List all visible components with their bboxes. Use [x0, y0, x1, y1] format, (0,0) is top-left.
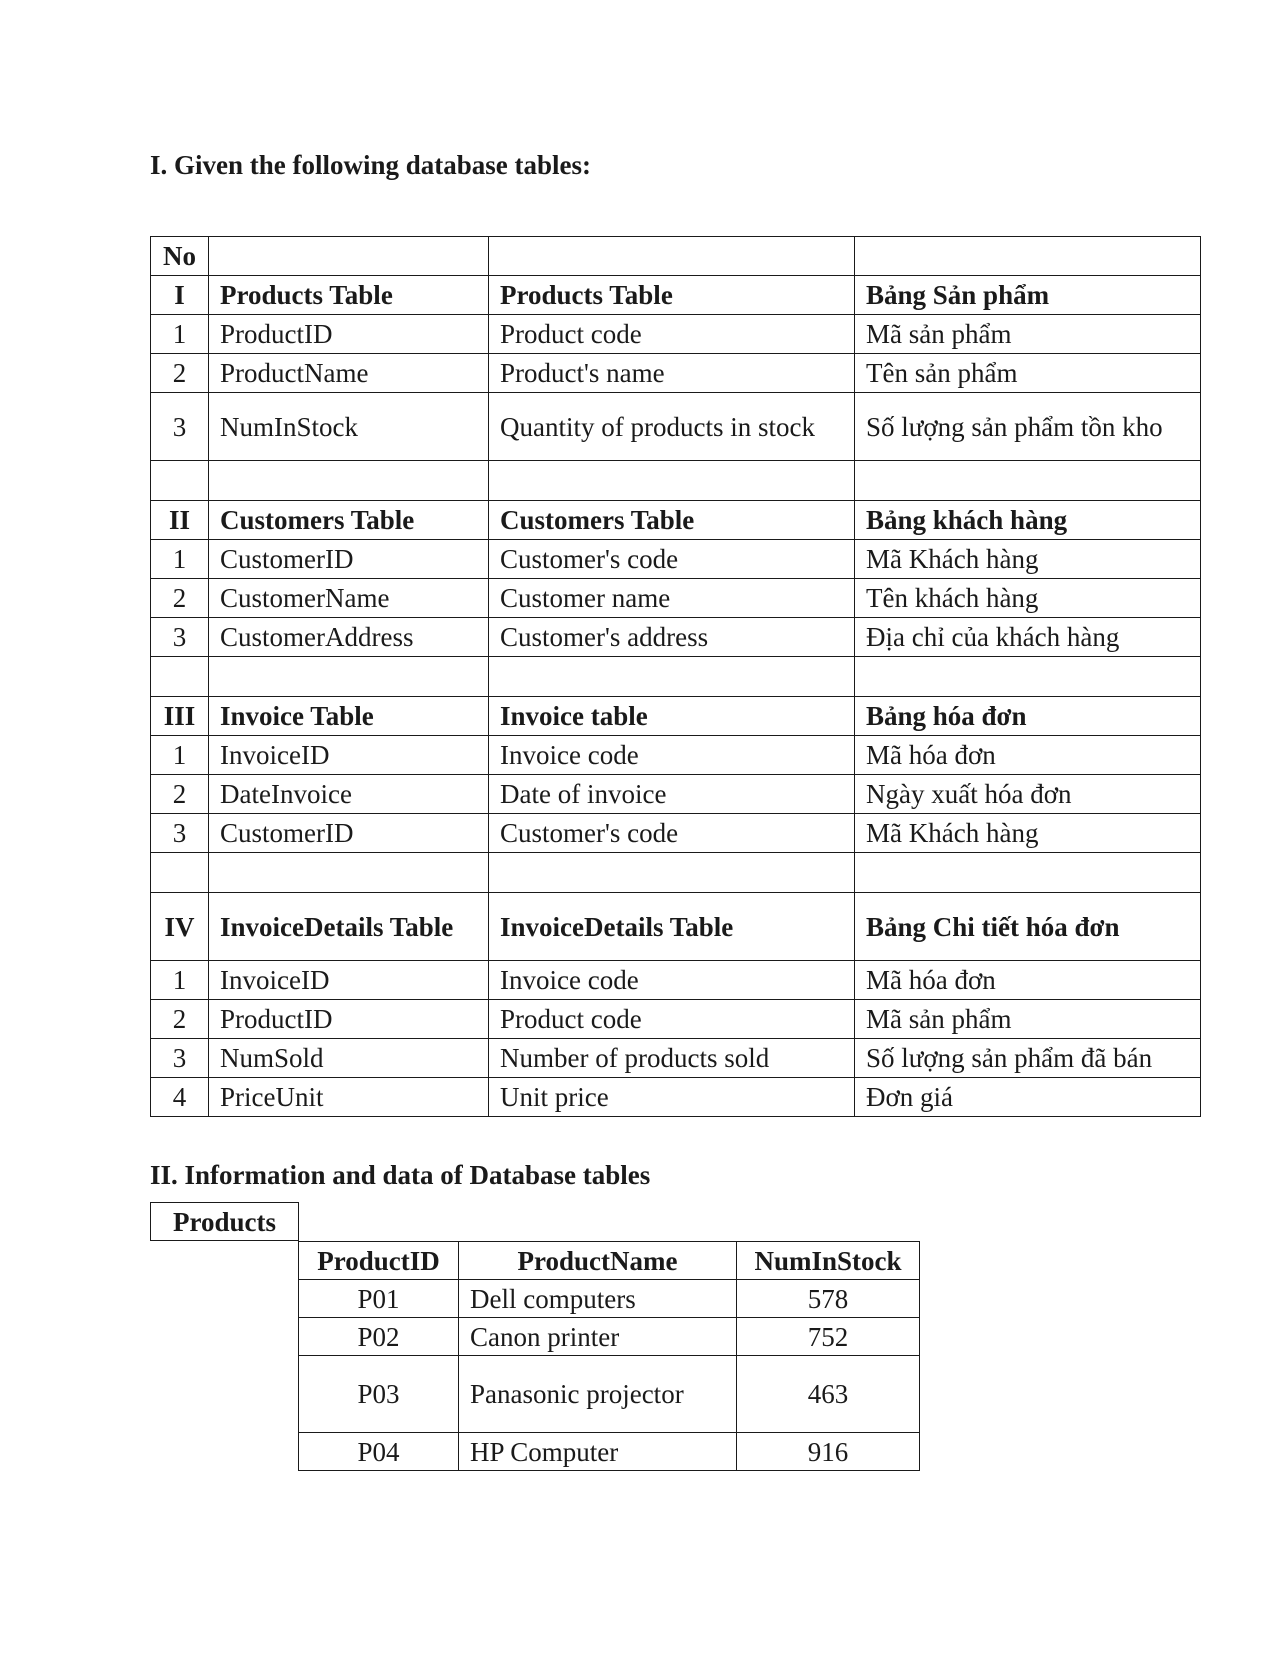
- section-1-heading: I. Given the following database tables:: [150, 150, 592, 180]
- table-field-row: [151, 961, 1201, 1000]
- vietnamese-description-cell: Mã sản phẩm: [855, 1000, 1201, 1039]
- number-cell: 2: [151, 354, 209, 393]
- table-field-row: [151, 1078, 1201, 1117]
- english-description-cell: Product code: [489, 1000, 855, 1039]
- table-field-row: [151, 775, 1201, 814]
- vietnamese-description-cell: Địa chỉ của khách hàng: [855, 618, 1201, 657]
- table-field-row: [151, 618, 1201, 657]
- table-row: [299, 1356, 920, 1433]
- field-name-cell: CustomerAddress: [209, 618, 489, 657]
- empty-cell: [151, 461, 209, 501]
- number-cell: 1: [151, 961, 209, 1000]
- field-name-cell: Customers Table: [209, 501, 489, 540]
- english-description-cell: Invoice code: [489, 961, 855, 1000]
- vietnamese-description-cell: Mã hóa đơn: [855, 736, 1201, 775]
- empty-cell: [855, 461, 1201, 501]
- product-name-cell: Dell computers: [459, 1280, 737, 1318]
- table-row: [299, 1280, 920, 1318]
- field-name-cell: NumInStock: [209, 393, 489, 461]
- table-field-row: [151, 814, 1201, 853]
- empty-cell: [209, 461, 489, 501]
- vietnamese-description-cell: Ngày xuất hóa đơn: [855, 775, 1201, 814]
- header-empty-cell: [489, 237, 855, 276]
- table-group-row: [151, 501, 1201, 540]
- table-field-row: [151, 1000, 1201, 1039]
- table-field-row: [151, 1039, 1201, 1078]
- empty-cell: [209, 853, 489, 893]
- vietnamese-description-cell: Mã Khách hàng: [855, 814, 1201, 853]
- number-cell: I: [151, 276, 209, 315]
- vietnamese-description-cell: Tên sản phẩm: [855, 354, 1201, 393]
- english-description-cell: Customer's address: [489, 618, 855, 657]
- spacer-row: [151, 657, 1201, 697]
- number-cell: 1: [151, 736, 209, 775]
- field-name-cell: ProductID: [209, 315, 489, 354]
- vietnamese-description-cell: Số lượng sản phẩm tồn kho: [855, 393, 1201, 461]
- field-name-cell: Products Table: [209, 276, 489, 315]
- table-field-row: [151, 736, 1201, 775]
- english-description-cell: Invoice table: [489, 697, 855, 736]
- header-empty-cell: [209, 237, 489, 276]
- products-caption: Products: [151, 1203, 299, 1241]
- product-id-cell: P03: [299, 1356, 459, 1433]
- table-group-row: [151, 893, 1201, 961]
- vietnamese-description-cell: Tên khách hàng: [855, 579, 1201, 618]
- field-name-cell: CustomerName: [209, 579, 489, 618]
- schema-table-body: [151, 237, 1201, 1117]
- table-field-row: [151, 393, 1201, 461]
- empty-cell: [209, 657, 489, 697]
- table-row: [299, 1318, 920, 1356]
- english-description-cell: Customers Table: [489, 501, 855, 540]
- empty-cell: [489, 853, 855, 893]
- vietnamese-description-cell: Mã Khách hàng: [855, 540, 1201, 579]
- field-name-cell: ProductID: [209, 1000, 489, 1039]
- product-name-cell: Panasonic projector: [459, 1356, 737, 1433]
- number-cell: 1: [151, 540, 209, 579]
- english-description-cell: Product's name: [489, 354, 855, 393]
- num-in-stock-cell: 752: [737, 1318, 920, 1356]
- empty-cell: [489, 461, 855, 501]
- field-name-cell: InvoiceID: [209, 736, 489, 775]
- products-caption-box: [150, 1202, 299, 1241]
- header-empty-cell: [855, 237, 1201, 276]
- num-in-stock-cell: 916: [737, 1433, 920, 1471]
- number-cell: 2: [151, 579, 209, 618]
- products-data-table: [298, 1241, 920, 1471]
- number-cell: IV: [151, 893, 209, 961]
- number-cell: III: [151, 697, 209, 736]
- table-field-row: [151, 540, 1201, 579]
- number-cell: 3: [151, 618, 209, 657]
- english-description-cell: Number of products sold: [489, 1039, 855, 1078]
- empty-cell: [151, 853, 209, 893]
- field-name-cell: PriceUnit: [209, 1078, 489, 1117]
- table-field-row: [151, 354, 1201, 393]
- field-name-cell: InvoiceDetails Table: [209, 893, 489, 961]
- product-id-cell: P01: [299, 1280, 459, 1318]
- english-description-cell: Date of invoice: [489, 775, 855, 814]
- vietnamese-description-cell: Mã sản phẩm: [855, 315, 1201, 354]
- spacer-row: [151, 461, 1201, 501]
- section-2-heading: II. Information and data of Database tables: [150, 1160, 651, 1190]
- field-name-cell: ProductName: [209, 354, 489, 393]
- num-in-stock-cell: 463: [737, 1356, 920, 1433]
- column-header: NumInStock: [737, 1242, 920, 1280]
- column-header: ProductID: [299, 1242, 459, 1280]
- english-description-cell: Quantity of products in stock: [489, 393, 855, 461]
- english-description-cell: Products Table: [489, 276, 855, 315]
- number-cell: 2: [151, 1000, 209, 1039]
- english-description-cell: Customer name: [489, 579, 855, 618]
- empty-cell: [855, 657, 1201, 697]
- vietnamese-description-cell: Mã hóa đơn: [855, 961, 1201, 1000]
- field-name-cell: Invoice Table: [209, 697, 489, 736]
- column-header: ProductName: [459, 1242, 737, 1280]
- vietnamese-description-cell: Bảng hóa đơn: [855, 697, 1201, 736]
- english-description-cell: Product code: [489, 315, 855, 354]
- spacer-row: [151, 853, 1201, 893]
- table-group-row: [151, 276, 1201, 315]
- field-name-cell: CustomerID: [209, 814, 489, 853]
- table-row: [299, 1433, 920, 1471]
- number-cell: 3: [151, 814, 209, 853]
- field-name-cell: DateInvoice: [209, 775, 489, 814]
- vietnamese-description-cell: Bảng khách hàng: [855, 501, 1201, 540]
- field-name-cell: NumSold: [209, 1039, 489, 1078]
- number-cell: II: [151, 501, 209, 540]
- product-name-cell: HP Computer: [459, 1433, 737, 1471]
- english-description-cell: Invoice code: [489, 736, 855, 775]
- english-description-cell: Unit price: [489, 1078, 855, 1117]
- field-name-cell: CustomerID: [209, 540, 489, 579]
- product-id-cell: P04: [299, 1433, 459, 1471]
- empty-cell: [151, 657, 209, 697]
- products-data-body: [299, 1242, 920, 1471]
- table-field-row: [151, 579, 1201, 618]
- field-name-cell: InvoiceID: [209, 961, 489, 1000]
- empty-cell: [855, 853, 1201, 893]
- vietnamese-description-cell: Số lượng sản phẩm đã bán: [855, 1039, 1201, 1078]
- schema-header-row: [151, 237, 1201, 276]
- number-cell: 2: [151, 775, 209, 814]
- num-in-stock-cell: 578: [737, 1280, 920, 1318]
- number-cell: 3: [151, 393, 209, 461]
- schema-table: [150, 236, 1201, 1117]
- product-name-cell: Canon printer: [459, 1318, 737, 1356]
- table-field-row: [151, 315, 1201, 354]
- product-id-cell: P02: [299, 1318, 459, 1356]
- vietnamese-description-cell: Bảng Chi tiết hóa đơn: [855, 893, 1201, 961]
- number-cell: 4: [151, 1078, 209, 1117]
- header-no-cell: No: [151, 237, 209, 276]
- vietnamese-description-cell: Bảng Sản phẩm: [855, 276, 1201, 315]
- table-group-row: [151, 697, 1201, 736]
- empty-cell: [489, 657, 855, 697]
- english-description-cell: Customer's code: [489, 540, 855, 579]
- vietnamese-description-cell: Đơn giá: [855, 1078, 1201, 1117]
- number-cell: 1: [151, 315, 209, 354]
- number-cell: 3: [151, 1039, 209, 1078]
- english-description-cell: InvoiceDetails Table: [489, 893, 855, 961]
- english-description-cell: Customer's code: [489, 814, 855, 853]
- products-header-row: [299, 1242, 920, 1280]
